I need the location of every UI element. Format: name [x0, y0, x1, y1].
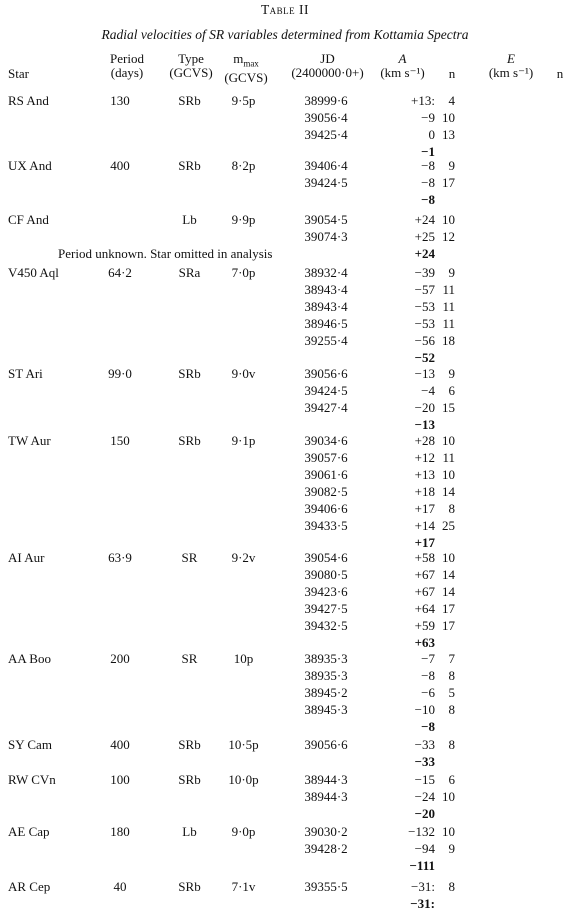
star-name: AR Cep — [8, 879, 51, 894]
obs-n: 12 — [442, 229, 455, 244]
obs-velocity: +58 — [414, 550, 435, 565]
obs-velocity: −39 — [414, 265, 435, 280]
obs-jd: 39406·4 — [304, 158, 348, 173]
obs-jd: 39030·2 — [304, 824, 348, 839]
star-type: SR — [181, 651, 198, 666]
star-mean-velocity: +17 — [414, 535, 435, 550]
header-type: Type (GCVS) — [169, 51, 213, 80]
obs-n: 8 — [448, 702, 455, 717]
obs-velocity: +67 — [414, 567, 435, 582]
obs-velocity: −57 — [414, 282, 435, 297]
obs-velocity: +64 — [414, 601, 435, 616]
obs-velocity: +14 — [414, 518, 435, 533]
obs-jd: 39424·5 — [304, 383, 348, 398]
star-name: AI Aur — [8, 550, 45, 565]
obs-n: 11 — [442, 282, 455, 297]
star-mmax: 9·0p — [231, 824, 256, 839]
header-mmax: $m_{max}$ (GCVS) — [224, 51, 268, 85]
obs-jd: 38943·4 — [304, 299, 348, 314]
obs-velocity: −132 — [408, 824, 435, 839]
star-mmax: 9·1p — [231, 433, 256, 448]
obs-velocity: −9 — [421, 110, 435, 125]
obs-jd: 39428·2 — [304, 841, 348, 856]
obs-n: 9 — [448, 158, 455, 173]
obs-velocity: +12 — [414, 450, 435, 465]
obs-n: 10 — [442, 550, 455, 565]
obs-n: 14 — [442, 567, 455, 582]
star-mean-velocity: −111 — [409, 858, 435, 873]
obs-velocity: −94 — [414, 841, 435, 856]
obs-velocity: −4 — [421, 383, 435, 398]
star-period: 400 — [110, 737, 130, 752]
obs-n: 9 — [448, 265, 455, 280]
star-period: 180 — [110, 824, 130, 839]
star-mean-velocity: +63 — [414, 635, 435, 650]
obs-n: 17 — [442, 618, 455, 633]
obs-velocity: +67 — [414, 584, 435, 599]
obs-n: 9 — [448, 366, 455, 381]
star-period: 150 — [110, 433, 130, 448]
obs-velocity: −10 — [414, 702, 435, 717]
obs-n: 10 — [442, 433, 455, 448]
obs-jd: 39054·6 — [304, 550, 348, 565]
obs-jd: 39427·4 — [304, 400, 348, 415]
obs-n: 11 — [442, 299, 455, 314]
obs-velocity: −33 — [414, 737, 435, 752]
obs-velocity: +13 — [414, 467, 435, 482]
star-name: TW Aur — [8, 433, 51, 448]
header-e: E (km s⁻¹) — [488, 51, 534, 80]
star-mean-velocity: −8 — [421, 719, 435, 734]
obs-velocity: +24 — [414, 212, 435, 227]
star-type: SRb — [178, 158, 201, 173]
star-type: SRb — [178, 366, 201, 381]
obs-jd: 39080·5 — [304, 567, 348, 582]
header-n1: n — [448, 66, 456, 81]
obs-velocity: −20 — [414, 400, 435, 415]
star-name: V450 Aql — [8, 265, 59, 280]
obs-velocity: −7 — [421, 651, 435, 666]
obs-velocity: +25 — [414, 229, 435, 244]
obs-jd: 39355·5 — [304, 879, 348, 894]
star-type: SRb — [178, 737, 201, 752]
obs-n: 5 — [448, 685, 455, 700]
obs-jd: 38932·4 — [304, 265, 348, 280]
obs-jd: 38935·3 — [304, 651, 348, 666]
star-period: 40 — [113, 879, 127, 894]
table-title: Table II — [260, 2, 310, 17]
star-type: SR — [181, 550, 198, 565]
obs-jd: 39406·6 — [304, 501, 348, 516]
obs-n: 25 — [442, 518, 455, 533]
obs-jd: 39425·4 — [304, 127, 348, 142]
star-mmax: 10·0p — [228, 772, 259, 787]
star-period: 400 — [110, 158, 130, 173]
star-mmax: 8·2p — [231, 158, 256, 173]
obs-velocity: −8 — [421, 158, 435, 173]
obs-jd: 39074·3 — [304, 229, 348, 244]
obs-jd: 38944·3 — [304, 772, 348, 787]
obs-n: 8 — [448, 501, 455, 516]
table-subtitle: Radial velocities of SR variables determined from Kottamia Spectra — [101, 27, 469, 42]
obs-jd: 38945·2 — [304, 685, 348, 700]
star-mmax: 9·5p — [231, 93, 256, 108]
obs-n: 4 — [448, 93, 455, 108]
star-type: Lb — [182, 824, 197, 839]
obs-jd: 39056·6 — [304, 737, 348, 752]
star-mmax: 9·0v — [231, 366, 256, 381]
obs-jd: 38944·3 — [304, 789, 348, 804]
obs-jd: 38945·3 — [304, 702, 348, 717]
obs-jd: 39432·5 — [304, 618, 348, 633]
star-type: SRb — [178, 433, 201, 448]
obs-jd: 38935·3 — [304, 668, 348, 683]
obs-n: 15 — [442, 400, 455, 415]
obs-jd: 39034·6 — [304, 433, 348, 448]
obs-velocity: −24 — [414, 789, 435, 804]
obs-velocity: 0 — [428, 127, 435, 142]
obs-n: 7 — [448, 651, 455, 666]
header-n2: n — [556, 66, 564, 81]
obs-velocity: +17 — [414, 501, 435, 516]
star-mean-velocity: −52 — [414, 350, 435, 365]
obs-velocity: −15 — [414, 772, 435, 787]
star-name: RS And — [8, 93, 49, 108]
obs-jd: 39424·5 — [304, 175, 348, 190]
obs-n: 6 — [448, 772, 455, 787]
star-mean-velocity: −13 — [414, 417, 435, 432]
obs-jd: 39423·6 — [304, 584, 348, 599]
obs-n: 10 — [442, 110, 455, 125]
obs-n: 13 — [442, 127, 455, 142]
obs-n: 10 — [442, 467, 455, 482]
star-note: Period unknown. Star omitted in analysis — [58, 246, 273, 261]
header-a: A (km s⁻¹) — [380, 51, 425, 80]
obs-velocity: +13: — [411, 93, 435, 108]
star-mmax: 9·9p — [231, 212, 256, 227]
star-type: SRa — [178, 265, 201, 280]
obs-n: 14 — [442, 584, 455, 599]
obs-jd: 39056·4 — [304, 110, 348, 125]
star-mmax: 9·2v — [231, 550, 256, 565]
obs-velocity: −53 — [414, 316, 435, 331]
star-name: UX And — [8, 158, 52, 173]
obs-velocity: +59 — [414, 618, 435, 633]
star-type: Lb — [182, 212, 197, 227]
star-mean-velocity: −20 — [414, 806, 435, 821]
obs-jd: 39056·6 — [304, 366, 348, 381]
obs-n: 11 — [442, 316, 455, 331]
header-period: Period (days) — [110, 51, 144, 80]
star-name: AA Boo — [8, 651, 51, 666]
obs-n: 10 — [442, 212, 455, 227]
star-period: 99·0 — [108, 366, 132, 381]
obs-velocity: −8 — [421, 668, 435, 683]
star-type: SRb — [178, 93, 201, 108]
star-period: 64·2 — [108, 265, 132, 280]
obs-jd: 39082·5 — [304, 484, 348, 499]
star-name: AE Cap — [8, 824, 50, 839]
obs-n: 8 — [448, 737, 455, 752]
obs-jd: 39255·4 — [304, 333, 348, 348]
obs-jd: 38999·6 — [304, 93, 348, 108]
header-jd: JD (2400000·0+) — [291, 51, 364, 80]
obs-n: 14 — [442, 484, 455, 499]
obs-jd: 38943·4 — [304, 282, 348, 297]
obs-jd: 39061·6 — [304, 467, 348, 482]
obs-n: 6 — [448, 383, 455, 398]
obs-n: 17 — [442, 175, 455, 190]
star-name: SY Cam — [8, 737, 52, 752]
obs-n: 17 — [442, 601, 455, 616]
obs-velocity: −53 — [414, 299, 435, 314]
obs-velocity: +18 — [414, 484, 435, 499]
obs-jd: 39427·5 — [304, 601, 348, 616]
obs-jd: 39057·6 — [304, 450, 348, 465]
obs-velocity: −8 — [421, 175, 435, 190]
star-period: 130 — [110, 93, 130, 108]
star-name: CF And — [8, 212, 49, 227]
star-mmax: 7·0p — [231, 265, 256, 280]
star-mean-velocity: −1 — [421, 144, 435, 159]
header-star: Star — [8, 66, 29, 81]
star-mean-velocity: +24 — [414, 246, 435, 261]
obs-velocity: −6 — [421, 685, 435, 700]
obs-velocity: −56 — [414, 333, 435, 348]
star-period: 63·9 — [108, 550, 132, 565]
obs-velocity: +28 — [414, 433, 435, 448]
obs-velocity: −31: — [411, 879, 435, 894]
obs-jd: 39054·5 — [304, 212, 348, 227]
obs-n: 11 — [442, 450, 455, 465]
star-type: SRb — [178, 879, 201, 894]
star-mean-velocity: −31: — [410, 896, 435, 911]
obs-n: 18 — [442, 333, 455, 348]
obs-n: 9 — [448, 841, 455, 856]
star-mmax: 10·5p — [228, 737, 259, 752]
star-mean-velocity: −33 — [414, 754, 435, 769]
star-name: ST Ari — [8, 366, 43, 381]
star-mmax: 10p — [233, 651, 254, 666]
star-name: RW CVn — [8, 772, 56, 787]
star-period: 100 — [110, 772, 130, 787]
star-type: SRb — [178, 772, 201, 787]
star-period: 200 — [110, 651, 130, 666]
obs-n: 10 — [442, 824, 455, 839]
obs-jd: 39433·5 — [304, 518, 348, 533]
obs-velocity: −13 — [414, 366, 435, 381]
obs-jd: 38946·5 — [304, 316, 348, 331]
obs-n: 8 — [448, 668, 455, 683]
star-mmax: 7·1v — [231, 879, 256, 894]
star-mean-velocity: −8 — [421, 192, 435, 207]
obs-n: 10 — [442, 789, 455, 804]
obs-n: 8 — [448, 879, 455, 894]
